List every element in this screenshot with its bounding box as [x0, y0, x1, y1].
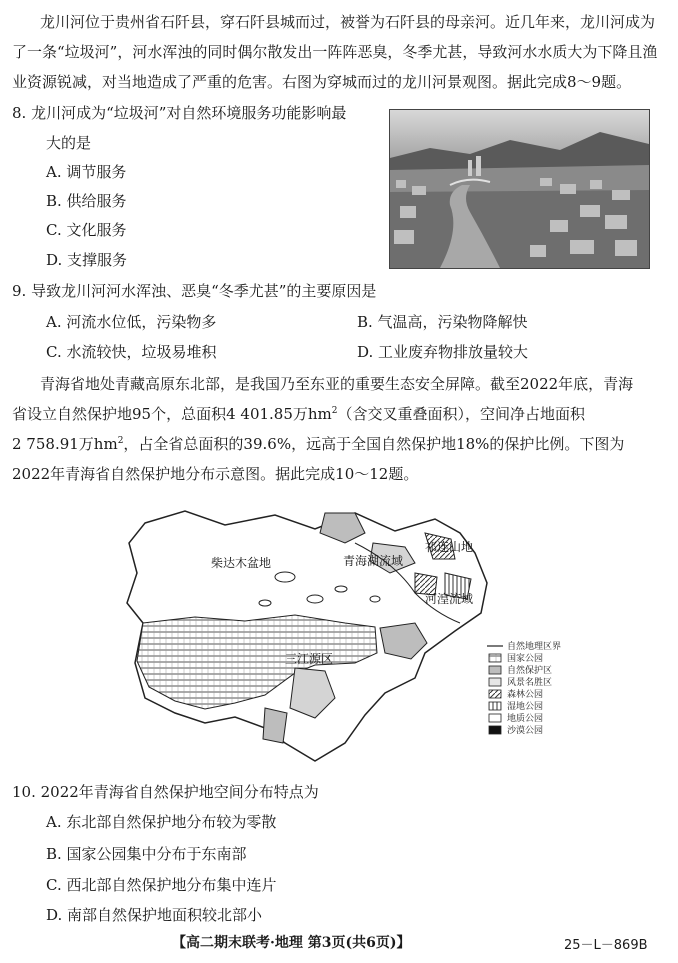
map-label-qinghai-lake: 青海湖流域: [343, 554, 404, 568]
legend-desert-park: 沙漠公园: [507, 726, 544, 736]
q8-option-c: C. 文化服务: [46, 221, 127, 239]
footer-code: 25－L－869B: [564, 938, 648, 953]
q9-option-d: D. 工业废弃物排放量较大: [357, 343, 529, 361]
map-legend: [487, 640, 561, 736]
q8-option-a: A. 调节服务: [46, 163, 127, 181]
qinghai-protected-area-map: [115, 503, 564, 767]
q8-stem: 8. 龙川河成为“垃圾河”对自然环境服务功能影响最: [12, 104, 347, 122]
q8-option-d: D. 支撑服务: [46, 251, 128, 269]
map-label-huangshui: 河湟流域: [425, 592, 474, 606]
map-label-qaidam: 柴达木盆地: [211, 556, 272, 570]
passage2-line3: 2 758.91万$hm^2$，占全省总面积的39.6%，远高于全国自然保护地18%的保护比例。下图为: [12, 435, 625, 453]
passage2-line1: 青海省地处青藏高原东北部，是我国乃至东亚的重要生态安全屏障。截至2022年底，青海: [40, 375, 634, 393]
map-label-sanjiangyuan: 三江源区: [285, 652, 334, 666]
q10-stem: 10. 2022年青海省自然保护地空间分布特点为: [12, 783, 319, 801]
q9-stem: 9. 导致龙川河河水浑浊、恶臭“冬季尤甚”的主要原因是: [12, 282, 377, 300]
passage2-line2: 省设立自然保护地95个，总面积4 401.85万$hm^2$（含交叉重叠面积），空间净占地面积: [12, 405, 586, 423]
legend-boundary: 自然地理区界: [507, 642, 562, 652]
map-label-qilian: 祁连山地: [425, 540, 474, 554]
q9-option-b: B. 气温高，污染物降解快: [357, 313, 528, 331]
legend-scenic-area: 风景名胜区: [507, 678, 553, 688]
q9-option-c: C. 水流较快，垃圾易堆积: [46, 343, 217, 361]
q10-option-d: D. 南部自然保护地面积较北部小: [46, 906, 263, 924]
legend-nature-reserve: 自然保护区: [507, 666, 553, 676]
q10-option-b: B. 国家公园集中分布于东南部: [46, 845, 247, 863]
river-photo: [389, 109, 650, 269]
q8-option-b: B. 供给服务: [46, 192, 127, 210]
q8-stem-cont: 大的是: [46, 134, 92, 152]
passage1-line3: 业资源锐减，对当地造成了严重的危害。右图为穿城而过的龙川河景观图。据此完成8～9题。: [12, 73, 632, 91]
legend-wetland-park: 湿地公园: [507, 702, 544, 712]
passage1-line2: 了一条“垃圾河”，河水浑浊的同时偶尔散发出一阵阵恶臭，冬季尤甚，导致河水水质大为下降且渔: [12, 43, 658, 61]
q10-option-c: C. 西北部自然保护地分布集中连片: [46, 876, 277, 894]
q10-option-a: A. 东北部自然保护地分布较为零散: [46, 813, 277, 831]
legend-geopark: 地质公园: [507, 714, 544, 724]
q9-option-a: A. 河流水位低，污染物多: [46, 313, 217, 331]
passage1-line1: 龙川河位于贵州省石阡县，穿石阡县城而过，被誉为石阡县的母亲河。近几年来，龙川河成为: [40, 13, 656, 31]
legend-forest-park: 森林公园: [507, 690, 544, 700]
passage2-line4: 2022年青海省自然保护地分布示意图。据此完成10～12题。: [12, 465, 419, 483]
footer-page-info: 【高二期末联考·地理 第3页(共6页)】: [172, 935, 411, 951]
legend-national-park: 国家公园: [507, 654, 544, 664]
